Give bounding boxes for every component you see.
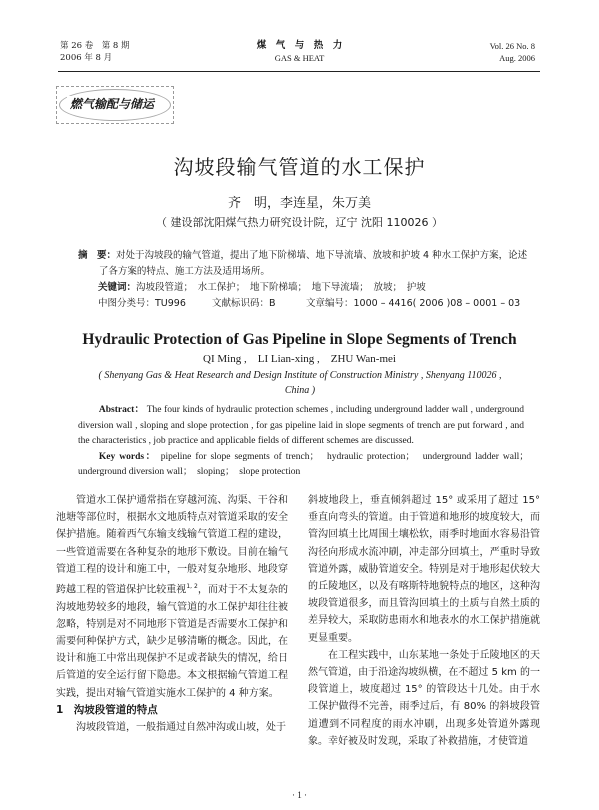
clc-number: 中图分类号：TU996	[98, 298, 186, 309]
engineering-example-paragraph: 在工程实践中，山东某地一条处于丘陵地区的天然气管道，由于沿途沟坡纵横，在不超过 5 km 的一段管道上，坡度超过 15° 的管段达十几处。由于水工保护做得不完善，雨季过后，有 80% 的斜坡段管道遭到不同程度的雨水冲刷，出现多处管道外露现象。幸好被及时发现，采取了补救措施，才使管道	[308, 649, 540, 747]
keywords-en-text: pipeline for slope segments of trench； hydraulic protection； underground ladder wall； underground diversion wall； sloping； slope protection	[78, 451, 534, 477]
keywords-en	[78, 450, 534, 481]
section-1-continued: 斜坡地段上，垂直倾斜超过 15° 或采用了超过 15° 垂直向弯头的管道。由于管道和地形的坡度较大，而管沟回填土比周围土壤松软，雨季时地面水容易沿管沟径向形成水流冲刷，冲走部分回填土，严重时导致管道外露，威胁管道安全。特别是对于地形起伏较大的丘陵地区，以及有喀斯特地貌特点的地区，这种沟坡段管道很多，而且管沟回填土的土质与自然土质的差异较大，采取防患雨水和地表水的水工保护措施就更显重要。	[308, 495, 540, 644]
keywords-cn-row	[78, 280, 528, 296]
abstract-cn-text: 对处于沟坡段的输气管道，提出了地下阶梯墙、地下导流墙、放坡和护坡 4 种水工保护方案，论述了各方案的特点、施工方法及适用场所。	[98, 250, 528, 277]
authors-en: QI Ming , LI Lian-xing , ZHU Wan-mei	[203, 353, 396, 365]
abstract-en	[78, 403, 534, 481]
keywords-en-label: Key words：	[98, 451, 157, 462]
document-code: 文献标识码：B	[212, 298, 276, 309]
abstract-cn	[78, 248, 528, 312]
abstract-en-body	[78, 403, 524, 450]
issue-date-en: Aug. 2006	[499, 53, 535, 63]
abstract-en-text: The four kinds of hydraulic protection schemes , including underground ladder wall , underground diversion wall , sloping and slope protection , for gas pipeline laid in slope segments of trench are put forward , and the characteristics , job practice and applicable fields of different schemes are discussed.	[78, 405, 524, 446]
intro-paragraph	[56, 492, 288, 702]
header-divider	[58, 71, 540, 72]
keywords-cn-text: 沟坡段管道； 水工保护； 地下阶梯墙； 地下导流墙； 放坡； 护坡	[136, 282, 426, 293]
intro-text-part1: 管道水工保护通常指在穿越河流、沟渠、干谷和池塘等部位时，根据水文地质特点对管道采取的安全保护措施。随着西气东输支线输气管道工程的建设，一些管道需要在各种复杂的地形下敷设。目前在输气管道工程的设计和施工中，一般对复杂地形、地段穿跨越工程的管道保护比较重视	[56, 495, 288, 596]
body-right-column	[308, 492, 540, 750]
abstract-en-label: Abstract：	[98, 405, 145, 415]
abstract-cn-label: 摘 要：	[78, 250, 117, 261]
paper-title-cn: 沟坡段输气管道的水工保护	[173, 155, 426, 179]
journal-name-en: GAS & HEAT	[274, 53, 325, 63]
journal-issue-info-en	[490, 40, 535, 64]
section-1-paragraph: 沟坡段管道，一般指通过自然冲沟或山坡，处于	[76, 721, 286, 733]
classification-row	[78, 296, 528, 312]
column-banner	[56, 86, 174, 124]
affiliation-en: ( Shenyang Gas & Heat Research and Design Institute of Construction Ministry , Shenyang 110026 , China )	[98, 370, 502, 396]
page-number: · 1 ·	[292, 790, 307, 800]
volume-issue: 第 26 卷 第 8 期	[60, 41, 130, 51]
paper-title-en: Hydraulic Protection of Gas Pipeline in Slope Segments of Trench	[82, 331, 517, 348]
volume-issue-en: Vol. 26 No. 8	[489, 41, 535, 51]
intro-text-part2: ，而对于不太复杂的沟坡地势较多的地段，输气管道的水工保护却往往被忽略，特别是对不同地形下管道是否需要水工保护和需要何种保护方式，缺少足够清晰的概念。因此，在设计和施工中常出现保护不足或者缺失的情况，给日后管道的安全运行留下隐患。本文根据输气管道工程实践，提出对输气管道实施水工保护的 4 种方案。	[56, 584, 289, 699]
issue-date: 2006 年 8 月	[60, 53, 113, 63]
abstract-cn-body	[78, 248, 528, 280]
keywords-cn-label: 关键词：	[98, 282, 137, 293]
body-left-column	[56, 492, 288, 736]
journal-name-cn: 煤 气 与 热 力	[256, 40, 343, 51]
section-1-heading: 1 沟坡段管道的特点	[56, 703, 158, 716]
keywords-cn	[98, 280, 426, 296]
authors-cn: 齐 明，李连星，朱万美	[227, 196, 371, 211]
citation-ref: 1, 2	[186, 583, 198, 591]
column-label: 燃气输配与储运	[67, 96, 157, 112]
article-number: 文章编号：1000 – 4416( 2006 )08 – 0001 – 03	[306, 298, 521, 309]
affiliation-cn: （ 建设部沈阳煤气热力研究设计院，辽宁 沈阳 110026 ）	[156, 216, 443, 229]
